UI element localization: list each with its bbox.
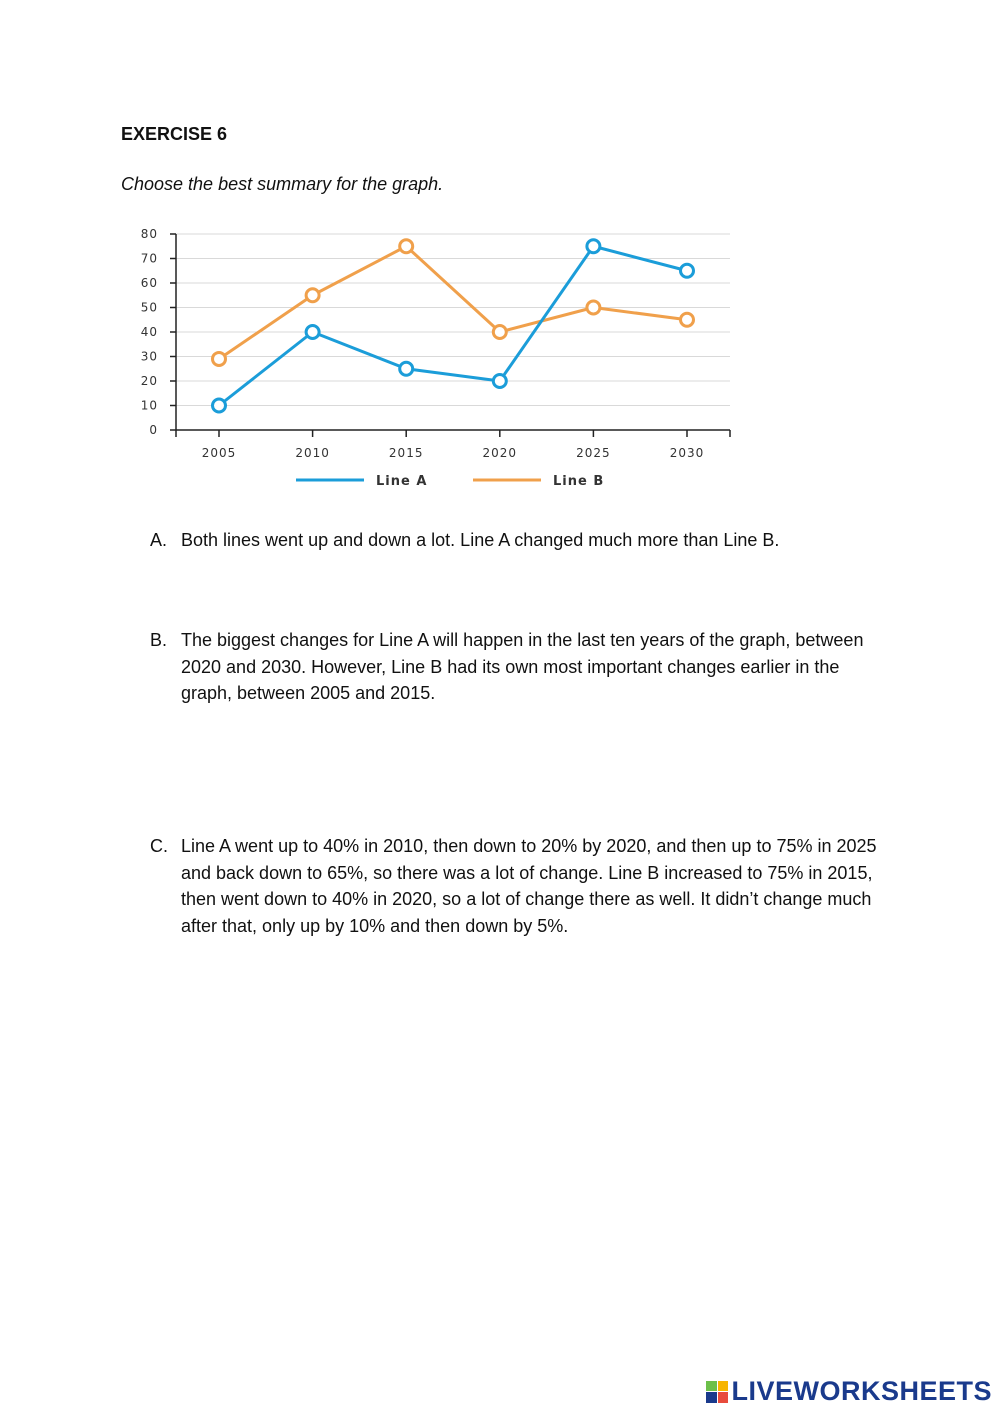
option-b-text: The biggest changes for Line A will happen in the last ten years of the graph, between 2020 and 2030. However, Line B had its own most important changes earlier in the graph, between 2005 and 2015.	[181, 630, 864, 703]
data-point-a	[681, 264, 694, 277]
data-point-b	[306, 289, 319, 302]
option-c-letter: C.	[150, 836, 168, 856]
option-b[interactable]	[150, 627, 890, 707]
y-tick-label: 80	[140, 227, 158, 241]
y-tick-label: 40	[140, 325, 158, 339]
series-line-b	[219, 246, 687, 359]
brand-name: LIVEWORKSHEETS	[731, 1376, 992, 1406]
series-line-a	[219, 246, 687, 405]
x-tick-label: 2025	[576, 446, 611, 460]
data-point-b	[400, 240, 413, 253]
brand-footer[interactable]	[706, 1376, 992, 1407]
y-tick-label: 60	[140, 276, 158, 290]
y-tick-label: 30	[140, 349, 158, 364]
y-tick-label: 20	[140, 374, 158, 388]
liveworksheets-logo-icon	[706, 1381, 728, 1403]
x-tick-label: 2030	[669, 446, 705, 460]
data-point-a	[213, 399, 226, 412]
x-tick-label: 2015	[388, 446, 424, 460]
y-tick-label: 70	[140, 251, 158, 266]
y-tick-label: 0	[149, 423, 158, 437]
x-tick-label: 2005	[201, 446, 237, 460]
option-c[interactable]	[150, 833, 890, 939]
data-point-b	[213, 352, 226, 365]
y-tick-label: 10	[140, 398, 158, 413]
option-a-text: Both lines went up and down a lot. Line A changed much more than Line B.	[181, 530, 780, 550]
x-tick-label: 2010	[295, 446, 330, 460]
exercise-title: EXERCISE 6	[121, 124, 228, 144]
data-point-a	[306, 326, 319, 339]
data-point-b	[493, 326, 506, 339]
legend-label: Line A	[376, 474, 428, 489]
line-chart	[118, 220, 738, 495]
exercise-instruction: Choose the best summary for the graph.	[121, 174, 444, 194]
data-point-a	[400, 362, 413, 375]
y-tick-label: 50	[140, 300, 158, 315]
option-a-letter: A.	[150, 530, 168, 550]
data-point-b	[587, 301, 600, 314]
option-b-letter: B.	[150, 630, 168, 650]
data-point-a	[587, 240, 600, 253]
option-c-text: Line A went up to 40% in 2010, then down to 20% by 2020, and then up to 75% in 2025 and back down to 65%, so there was a lot of change. Line B increased to 75% in 2015, then went down to 40% in 2020, so a lot of change there as well. It didn’t change much after that, only up by 10% and then down by 5%.	[181, 836, 877, 936]
option-a[interactable]	[150, 527, 890, 554]
data-point-b	[681, 313, 694, 326]
x-tick-label: 2020	[482, 446, 518, 460]
data-point-a	[493, 375, 506, 388]
legend-label: Line B	[553, 474, 605, 489]
